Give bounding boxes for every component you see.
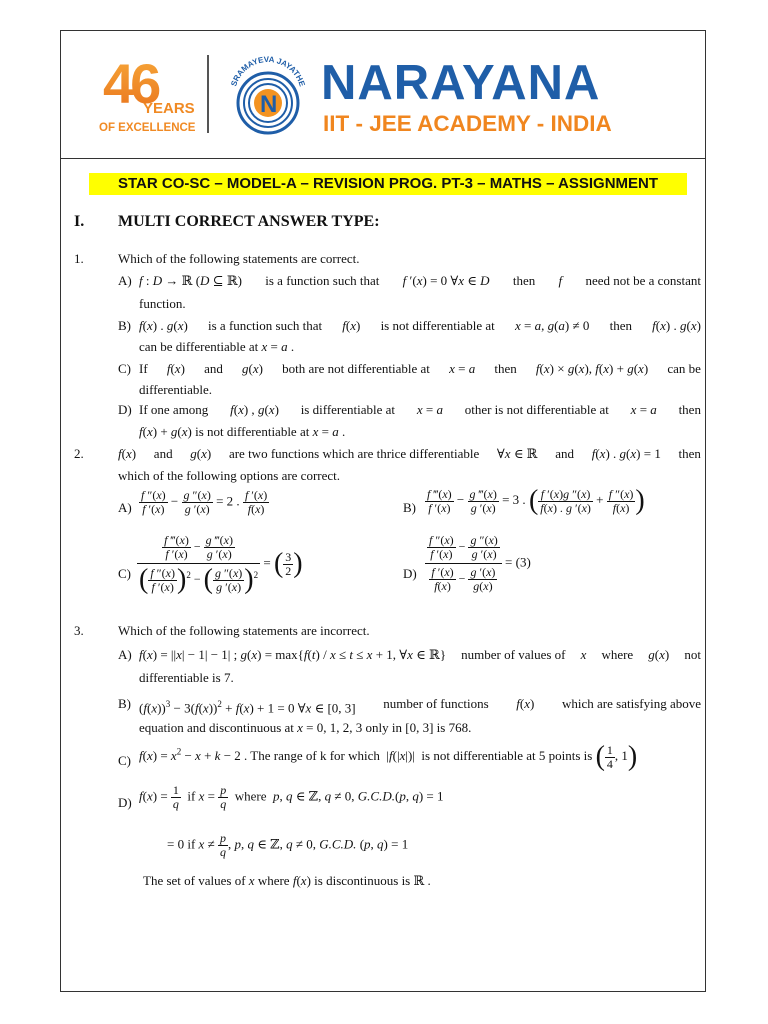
- q3-option-d-line2: = 0 if x ≠ $\frac{p}{q}$ , p, q ∈ ℤ, q ≠ 0, G.C.D. (p, q) = 1: [167, 831, 409, 859]
- q2-option-a-label: A): [118, 500, 132, 515]
- q1-option-b-line2: can be differentiable at x = a .: [139, 339, 295, 354]
- document-page: [60, 30, 706, 992]
- q3-number: 3.: [74, 623, 84, 638]
- years-word: YEARS: [143, 100, 195, 117]
- q1-option-d-label: D): [118, 402, 132, 417]
- q1-option-d-line2: f(x) + g(x) is not differentiable at x = a .: [139, 424, 346, 439]
- q3-option-c-label: C): [118, 753, 131, 768]
- section-number: I.: [74, 213, 85, 230]
- q2-option-a-expr: $\frac{f ''(x)}{f '(x)}$ − $\frac{g ''(x)}{g '(x)}$ = 2 . $\frac{f '(x)}{f(x)}$: [141, 488, 268, 516]
- q3-option-a-line2: differentiable is 7.: [139, 670, 234, 685]
- excellence-text: OF EXCELLENCE: [99, 122, 196, 134]
- q2-option-b-label: B): [403, 500, 416, 515]
- q3-option-b-line1: $(f(x))^3 - 3(f(x))^2 + f(x) + 1 = 0$ ∀x ∈ [0, 3] number of functions f(x) which are satisfying above: [139, 696, 701, 716]
- q2-option-b-expr: $\frac{f ‴(x)}{f '(x)}$ − $\frac{g ‴(x)}{g '(x)}$ = 3 . ( $\frac{f '(x)g ''(x)}{f(x) . g '(x)}$ + $\frac{f ''(x)}{f(x)}$ ): [427, 485, 645, 516]
- q1-option-c-line2: differentiable.: [139, 382, 213, 397]
- q3-option-b-label: B): [118, 696, 131, 711]
- q3-option-d-line1: f(x) = $\frac{1}{q}$ if x = $\frac{p}{q}$ where p, q ∈ ℤ, q ≠ 0, G.C.D.(p, q) = 1: [139, 783, 444, 811]
- narayana-seal-icon: [223, 51, 313, 139]
- brand-subtitle: IIT - JEE ACADEMY - INDIA: [323, 111, 612, 136]
- q1-option-c-line1: If f(x) and g(x) both are not differentiable at x = a then f(x) × g(x), f(x) + g(x) can be: [139, 361, 701, 376]
- years-number: 46: [103, 52, 158, 115]
- q2-option-c-label: C): [118, 566, 131, 581]
- q2-stem-line1: f(x) and g(x) are two functions which are thrice differentiable ∀x ∈ ℝ and f(x) . g(x) = 1 then: [118, 446, 701, 461]
- q2-option-d-expr: $\frac{f ''(x)}{f '(x)}$ − $\frac{g ''(x)}{g '(x)}$ $\frac{f '(x)}{f(x)}$ − $\frac{g '(x)}{g(x)}$ = (3): [425, 534, 531, 593]
- q2-number: 2.: [74, 446, 84, 461]
- q1-stem: Which of the following statements are correct.: [118, 251, 360, 266]
- svg-text:SRAMAYEVA JAYATHE: SRAMAYEVA JAYATHE: [229, 54, 307, 88]
- q1-option-d-line1: If one among f(x) , g(x) is differentiable at x = a other is not differentiable at x = a then: [139, 402, 701, 417]
- q2-stem-line2: which of the following options are correct.: [118, 468, 341, 483]
- q1-option-b-line1: f(x) . g(x) is a function such that f(x) is not differentiable at x = a, g(a) ≠ 0 then f(x) . g(x): [139, 318, 701, 333]
- seal-letter: N: [260, 91, 278, 118]
- q3-option-b-line2: equation and discontinuous at x = 0, 1, 2, 3 only in [0, 3] is 768.: [139, 720, 472, 735]
- 46-years-logo: [97, 51, 207, 137]
- title-band: [89, 173, 687, 195]
- q2-option-c-expr: $\frac{f ‴(x)}{f '(x)}$ − $\frac{g ‴(x)}{g '(x)}$ ( $\frac{f ''(x)}{f '(x)}$ )$^2$ − ( $\frac{g ''(x)}{g '(x)}$ )$^2$ = ( $\frac{3}{2}$ ): [139, 533, 303, 595]
- q3-option-a-label: A): [118, 647, 132, 662]
- q1-number: 1.: [74, 251, 84, 266]
- q3-option-a-line1: f(x) = ||x| − 1| − 1| ; g(x) = max{f(t) / x ≤ t ≤ x + 1, ∀x ∈ ℝ} number of values of x where g(x) not: [139, 647, 701, 662]
- q1-option-c-label: C): [118, 361, 131, 376]
- brand-name: NARAYANA: [321, 56, 601, 110]
- q3-option-c-line1: $f(x) = x^2 - x + k - 2$ . The range of k for which |f(|x|)| is not differentiable at 5 points is ( $\frac{1}{4}$ , 1): [139, 741, 638, 772]
- q1-option-a-line2: function.: [139, 296, 186, 311]
- assignment-title: STAR CO-SC – MODEL-A – REVISION PROG. PT-3 – MATHS – ASSIGNMENT: [117, 175, 659, 192]
- q1-option-a-line1: f : D → ℝ (D ⊆ ℝ) is a function such that f ′(x) = 0 ∀x ∈ D then f need not be a constant: [139, 273, 701, 288]
- header-divider: [207, 55, 209, 133]
- q3-stem: Which of the following statements are incorrect.: [118, 623, 370, 638]
- header-rule: [61, 158, 705, 159]
- header: [61, 31, 705, 159]
- section-heading: MULTI CORRECT ANSWER TYPE:: [118, 213, 380, 230]
- q2-option-d-label: D): [403, 566, 417, 581]
- q3-option-d-line3: The set of values of x where f(x) is discontinuous is ℝ .: [143, 873, 431, 888]
- q1-option-b-label: B): [118, 318, 131, 333]
- q3-option-d-label: D): [118, 795, 132, 810]
- q1-option-a-label: A): [118, 273, 132, 288]
